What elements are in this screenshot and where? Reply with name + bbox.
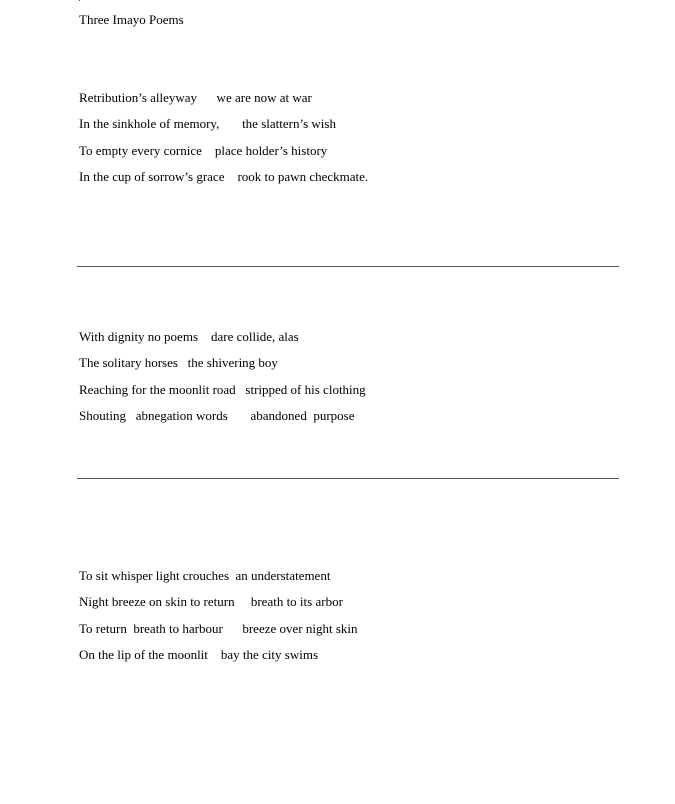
poem-line: Night breeze on skin to return breath to its arbor xyxy=(79,594,343,610)
poem-line: To empty every cornice place holder’s history xyxy=(79,142,328,158)
poem-3 xyxy=(79,568,358,673)
poem-1 xyxy=(79,90,368,195)
document-title: Three Imayo Poems xyxy=(79,12,184,27)
poem-line: To sit whisper light crouches an understatement xyxy=(79,568,331,583)
poem-line: Retribution’s alleyway we are now at war xyxy=(79,90,312,105)
poem-2 xyxy=(79,329,366,434)
poem-line: Reaching for the moonlit road stripped of his clothing xyxy=(79,381,366,397)
poem-line: With dignity no poems dare collide, alas xyxy=(79,329,299,344)
poem-line: Shouting abnegation words abandoned purpose xyxy=(79,407,355,423)
section-divider xyxy=(77,266,619,267)
page-top-mark xyxy=(79,0,80,1)
poem-line: To return breath to harbour breeze over night skin xyxy=(79,620,358,636)
poem-line: In the sinkhole of memory, the slattern’s wish xyxy=(79,116,336,132)
section-divider xyxy=(77,478,619,479)
poem-line: In the cup of sorrow’s grace rook to pawn checkmate. xyxy=(79,168,369,184)
poem-line: On the lip of the moonlit bay the city swims xyxy=(79,646,319,662)
poem-line: The solitary horses the shivering boy xyxy=(79,355,278,371)
